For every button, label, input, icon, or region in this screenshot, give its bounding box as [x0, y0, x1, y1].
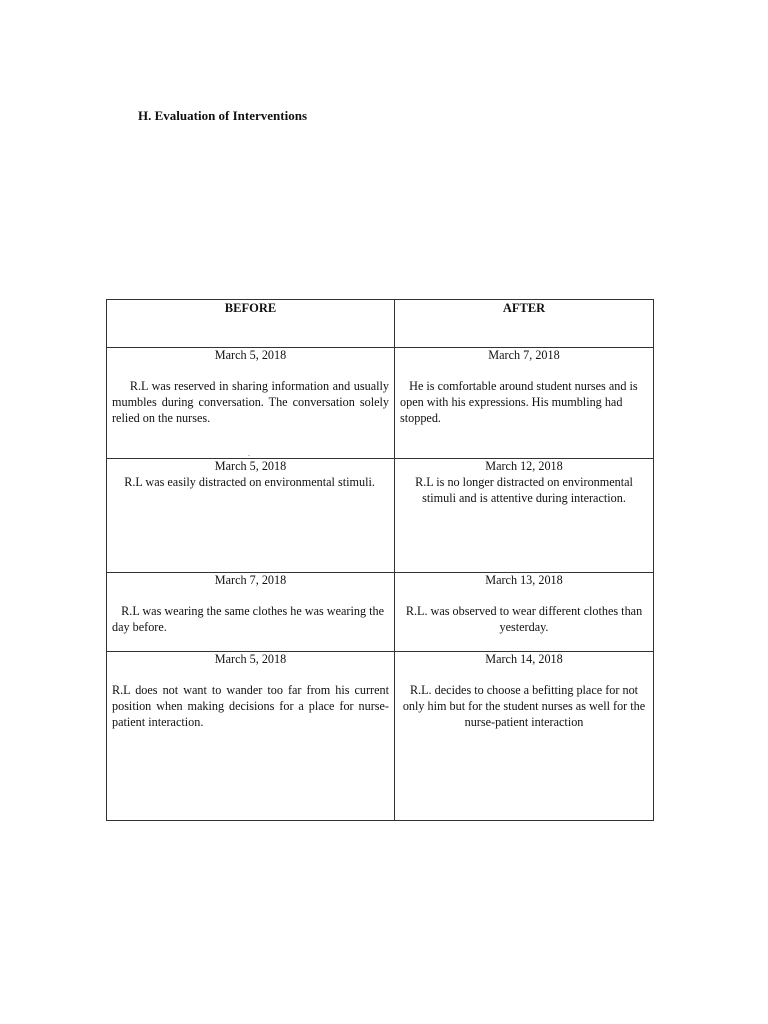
after-date: March 13, 2018	[485, 573, 563, 587]
before-date: March 5, 2018	[214, 348, 287, 362]
table-row	[107, 348, 654, 459]
after-note: R.L. decides to choose a befitting place for not only him but for the student nurses as well for the nurse-patient interaction	[402, 683, 646, 729]
before-note: R.L was easily distracted on environmental stimuli.	[112, 475, 375, 489]
before-date: March 5, 2018	[214, 459, 287, 473]
before-note: R.L was wearing the same clothes he was wearing the day before.	[112, 604, 388, 634]
table-header-row	[107, 300, 654, 348]
before-cell	[107, 652, 395, 821]
after-cell	[395, 652, 654, 821]
evaluation-table	[106, 299, 654, 821]
after-date: March 14, 2018	[485, 652, 563, 666]
before-note: R.L does not want to wander too far from his current position when making decisions for a place for nurse-patient interaction.	[112, 683, 389, 729]
after-cell	[395, 459, 654, 573]
before-cell	[107, 348, 395, 459]
after-cell	[395, 573, 654, 652]
before-note: R.L was reserved in sharing information and usually mumbles during conversation. The conversation solely relied on the nurses.	[112, 379, 393, 425]
column-header-after: AFTER	[395, 300, 654, 348]
after-note: He is comfortable around student nurses and is open with his expressions. His mumbling had stopped.	[400, 379, 641, 425]
before-date: March 5, 2018	[214, 652, 287, 666]
after-cell	[395, 348, 654, 459]
before-cell	[107, 459, 395, 573]
table-row	[107, 573, 654, 652]
before-cell	[107, 573, 395, 652]
column-header-before: BEFORE	[107, 300, 395, 348]
stray-mark: .	[248, 449, 250, 458]
section-heading: H. Evaluation of Interventions	[138, 108, 308, 123]
table-row	[107, 652, 654, 821]
after-note: R.L is no longer distracted on environmental stimuli and is attentive during interaction.	[415, 475, 633, 505]
after-date: March 7, 2018	[488, 348, 560, 362]
table-row	[107, 459, 654, 573]
after-date: March 12, 2018	[485, 459, 563, 473]
after-note: R.L. was observed to wear different clothes than yesterday.	[405, 604, 643, 634]
before-date: March 7, 2018	[214, 573, 287, 587]
